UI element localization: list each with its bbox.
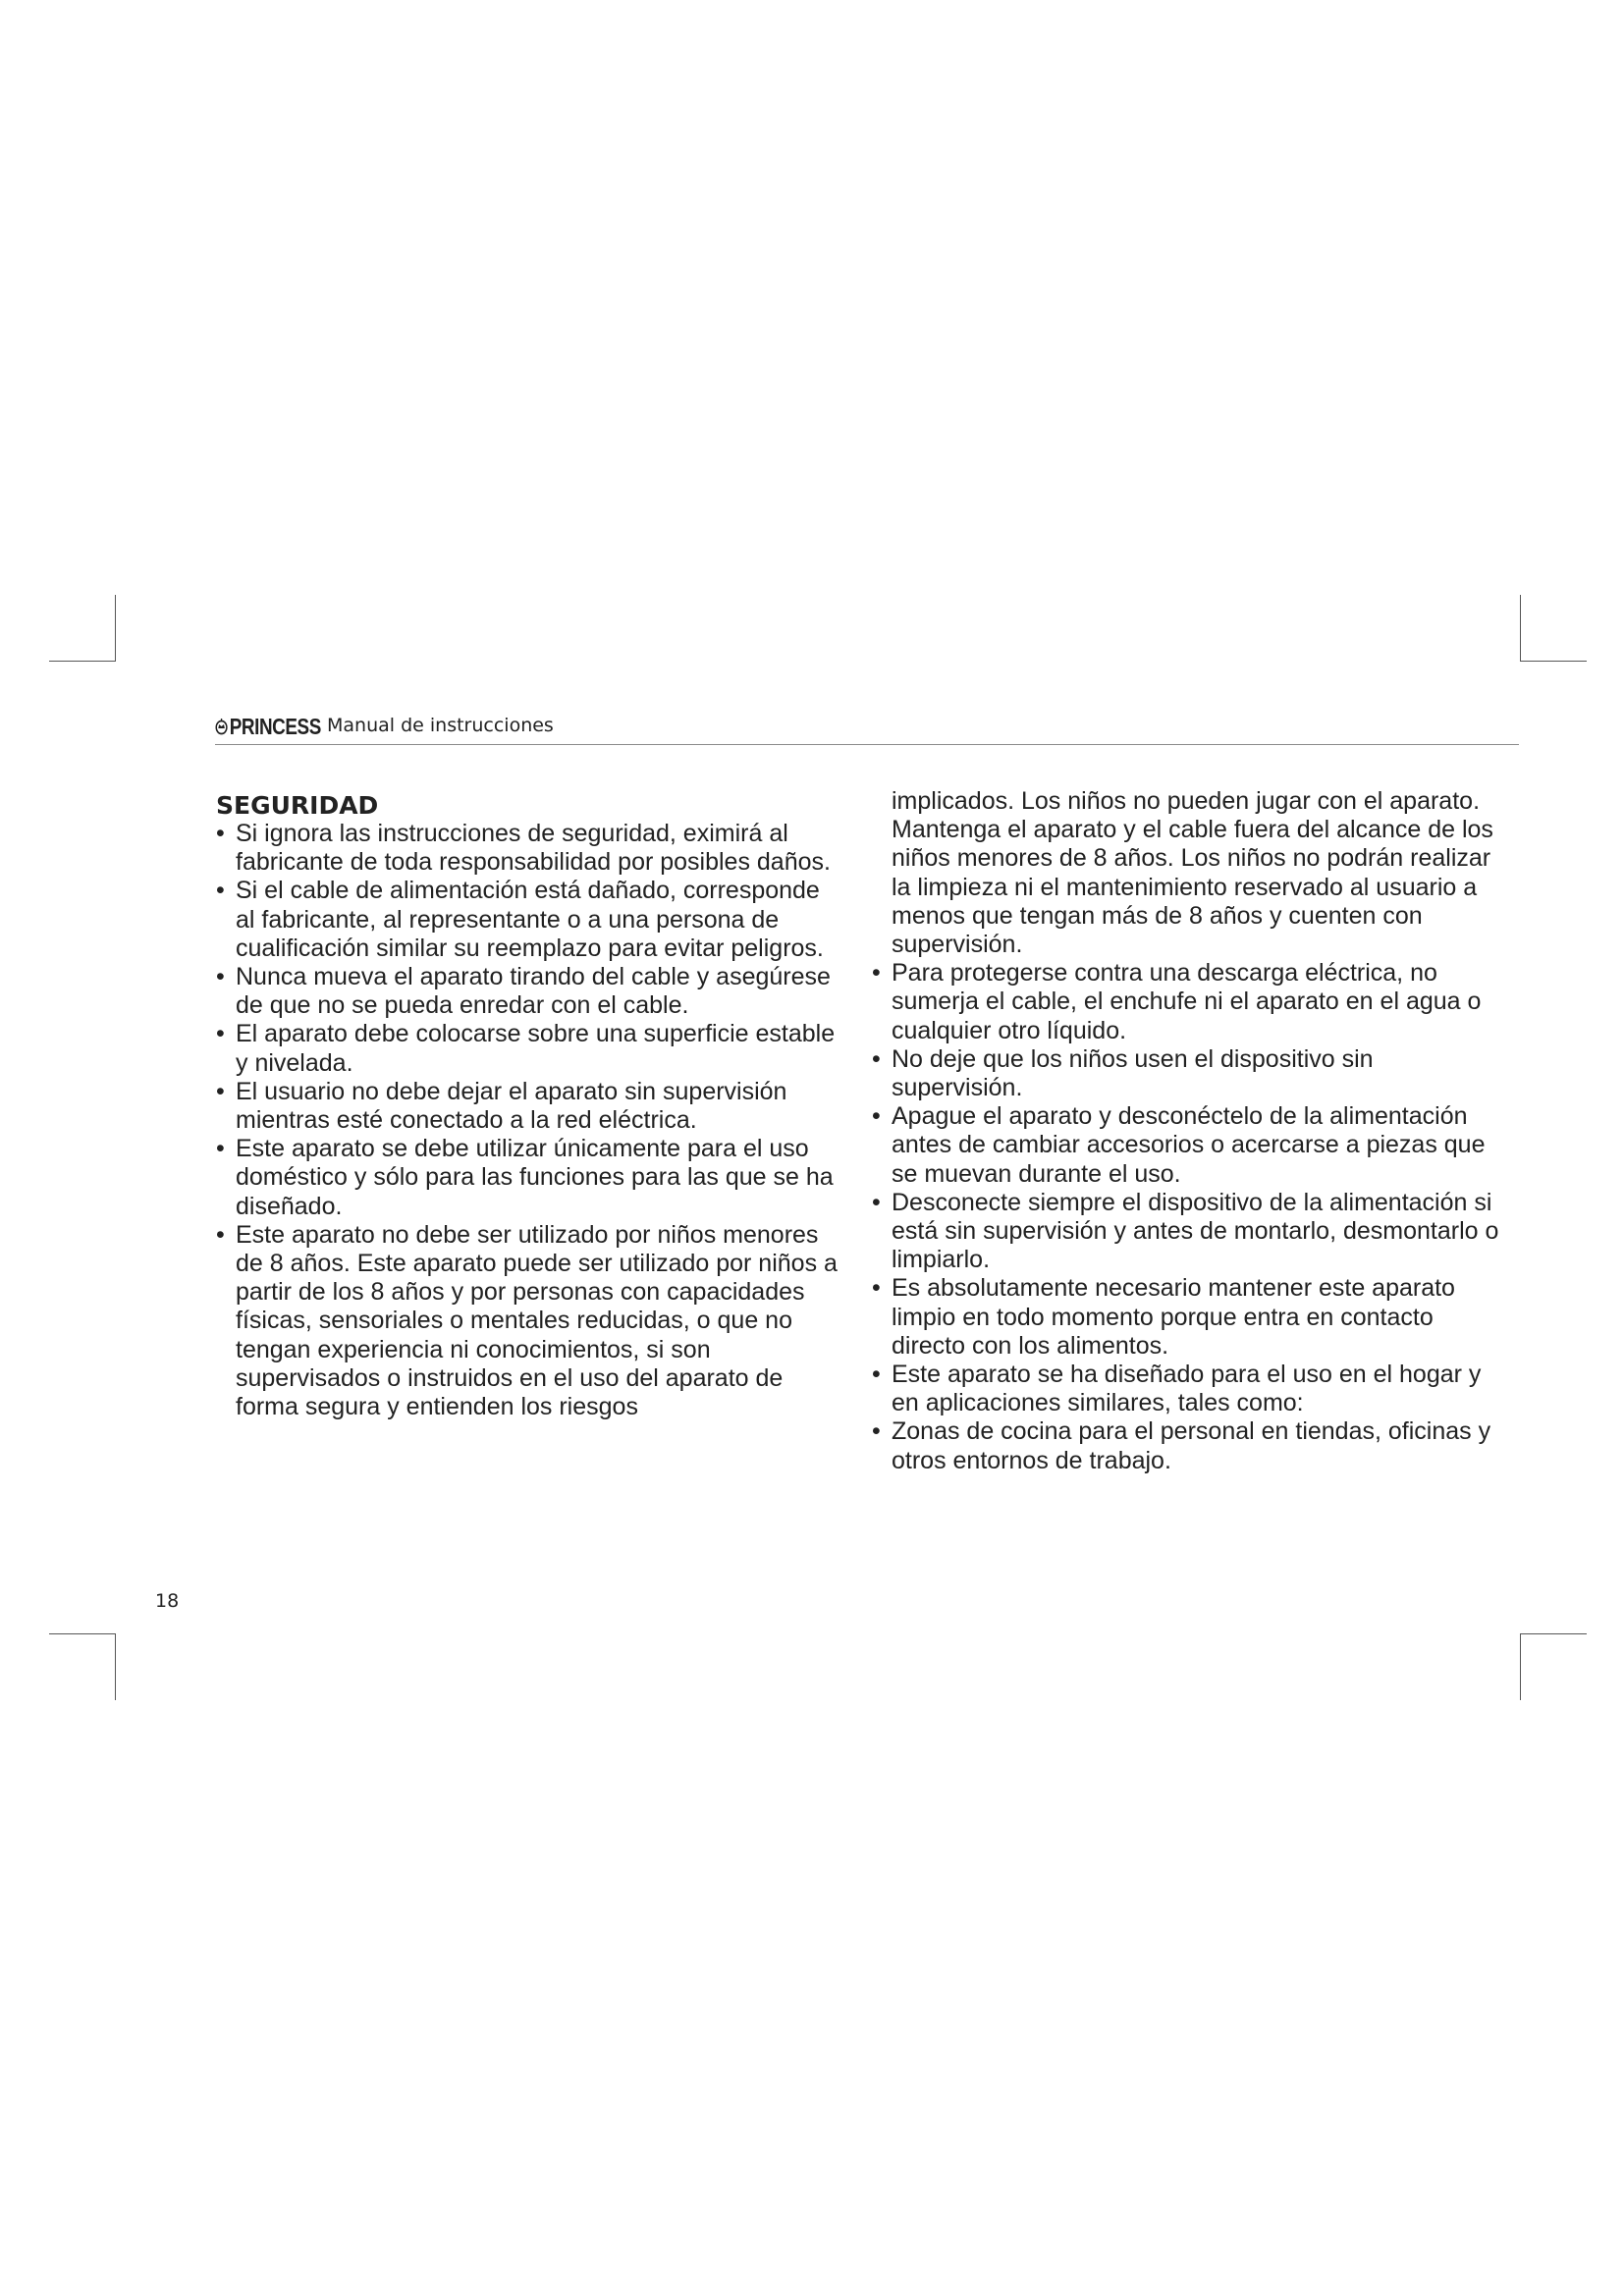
header-divider: [215, 744, 1519, 745]
page-header: [215, 711, 1519, 742]
list-item: • Si ignora las instrucciones de seguridad, eximirá al fabricante de toda responsabilidad por posibles daños.: [216, 820, 844, 877]
crop-mark-top-right-v: [1520, 595, 1521, 662]
list-item: • El usuario no debe dejar el aparato sin supervisión mientras esté conectado a la red eléctrica.: [216, 1078, 844, 1135]
crop-mark-top-left-h: [49, 661, 116, 662]
left-column: [216, 791, 844, 1421]
list-item: • Para protegerse contra una descarga eléctrica, no sumerja el cable, el enchufe ni el aparato en el agua o cualquier otro líquido.: [872, 959, 1500, 1045]
crop-mark-bottom-left-v: [115, 1633, 116, 1700]
list-item: • Apague el aparato y desconéctelo de la alimentación antes de cambiar accesorios o acercarse a piezas que se muevan durante el uso.: [872, 1102, 1500, 1189]
right-column: [872, 787, 1500, 1475]
crop-mark-top-right-h: [1520, 661, 1587, 662]
page-number: 18: [155, 1590, 180, 1612]
crop-mark-bottom-right-h: [1520, 1633, 1587, 1634]
list-item: • Este aparato se debe utilizar únicamente para el uso doméstico y sólo para las funciones para las que se ha diseñado.: [216, 1135, 844, 1221]
brand-logo: [215, 714, 321, 740]
brand-name: PRINCESS: [229, 713, 321, 739]
list-item: • Este aparato se ha diseñado para el uso en el hogar y en aplicaciones similares, tales como:: [872, 1361, 1500, 1417]
list-item: • Este aparato no debe ser utilizado por niños menores de 8 años. Este aparato puede ser utilizado por niños a partir de los 8 años y por personas con capacidades físicas, sensoriales o mentales reducidas, o que no tengan experiencia ni conocimientos, si son supervisados o instruidos en el uso del aparato de forma segura y entienden los riesgos: [216, 1221, 844, 1421]
list-item: • El aparato debe colocarse sobre una superficie estable y nivelada.: [216, 1020, 844, 1077]
list-item: • Zonas de cocina para el personal en tiendas, oficinas y otros entornos de trabajo.: [872, 1417, 1500, 1474]
crop-mark-top-left-v: [115, 595, 116, 662]
header-subtitle: Manual de instrucciones: [327, 715, 554, 736]
safety-list-left: [216, 820, 844, 1421]
crown-icon: [215, 718, 228, 735]
list-item: • Desconecte siempre el dispositivo de la alimentación si está sin supervisión y antes de montarlo, desmontarlo o limpiarlo.: [872, 1189, 1500, 1275]
crop-mark-bottom-left-h: [49, 1633, 116, 1634]
list-item: • Nunca mueva el aparato tirando del cable y asegúrese de que no se pueda enredar con el cable.: [216, 963, 844, 1020]
brand: [215, 711, 554, 742]
list-item: • Es absolutamente necesario mantener este aparato limpio en todo momento porque entra en contacto directo con los alimentos.: [872, 1274, 1500, 1361]
continued-paragraph: implicados. Los niños no pueden jugar con el aparato. Mantenga el aparato y el cable fuera del alcance de los niños menores de 8 años. Los niños no podrán realizar la limpieza ni el mantenimiento reservado al usuario a menos que tengan más de 8 años y cuenten con supervisión.: [892, 787, 1493, 959]
list-item: • No deje que los niños usen el dispositivo sin supervisión.: [872, 1045, 1500, 1102]
safety-list-right: [872, 959, 1500, 1475]
list-item: • Si el cable de alimentación está dañado, corresponde al fabricante, al representante o a una persona de cualificación similar su reemplazo para evitar peligros.: [216, 877, 844, 963]
crop-mark-bottom-right-v: [1520, 1633, 1521, 1700]
section-title: SEGURIDAD: [216, 791, 379, 820]
